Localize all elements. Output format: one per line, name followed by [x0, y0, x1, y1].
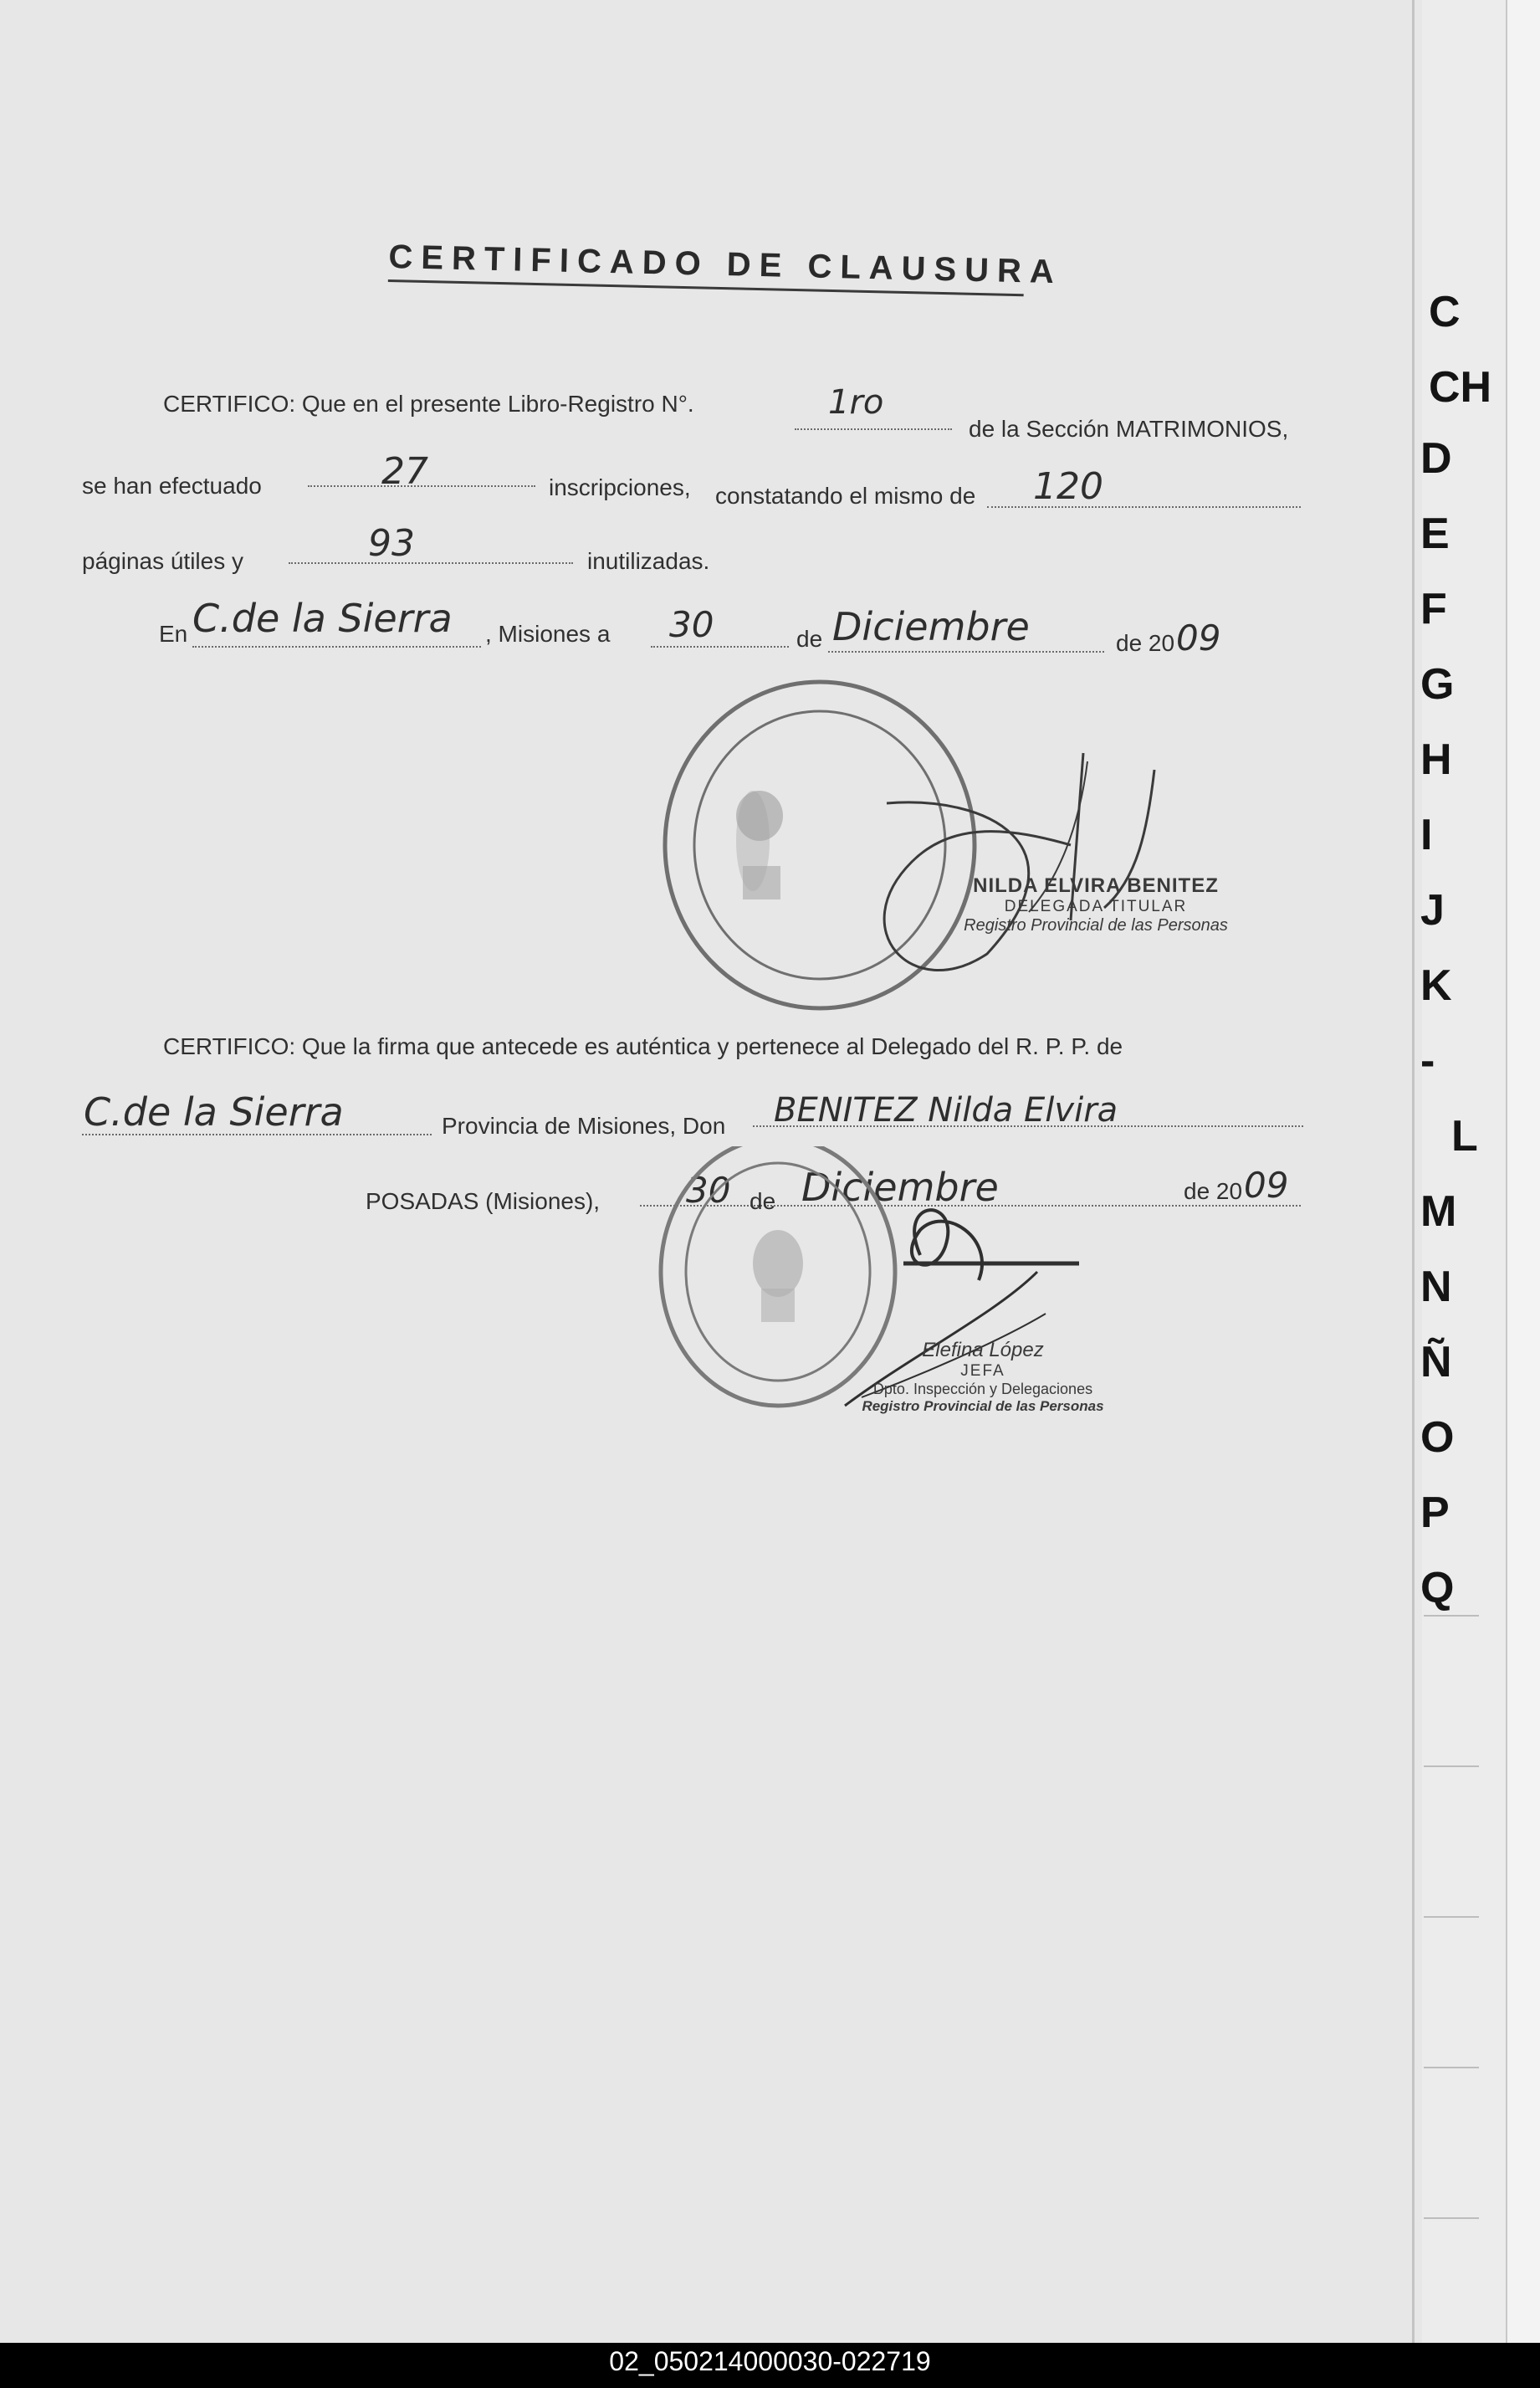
cert2-de-label: de: [750, 1188, 776, 1214]
year-label: de 20: [1116, 630, 1175, 656]
index-tab-i[interactable]: I: [1420, 811, 1433, 859]
signature-block-1: [954, 874, 1238, 935]
cert1-section: de la Sección MATRIMONIOS,: [969, 416, 1289, 442]
tab-divider: [1424, 1615, 1479, 1617]
index-tab-g[interactable]: G: [1420, 660, 1455, 709]
signature-block-2: [845, 1339, 1121, 1415]
tab-divider: [1424, 2217, 1479, 2219]
libro-num-line: [795, 428, 952, 430]
month-handwritten: Diciembre: [832, 604, 1030, 649]
paginas-total-handwritten: 120: [1033, 465, 1103, 508]
tab-divider: [1424, 2067, 1479, 2068]
index-tab-p[interactable]: P: [1420, 1489, 1450, 1537]
provincia-label: Provincia de Misiones, Don: [442, 1113, 726, 1139]
cert1-prefix: CERTIFICO: Que en el presente Libro-Registro N°.: [163, 391, 694, 417]
inutilizadas-label: inutilizadas.: [587, 548, 710, 574]
index-tab-l[interactable]: L: [1451, 1112, 1478, 1161]
misiones-label: , Misiones a: [485, 621, 611, 647]
cert2-month-handwritten: Diciembre: [801, 1165, 999, 1210]
document-title: CERTIFICADO DE CLAUSURA: [388, 238, 1025, 296]
tab-divider: [1424, 1765, 1479, 1767]
person-handwritten: BENITEZ Nilda Elvira: [774, 1091, 1118, 1130]
index-tab-m[interactable]: M: [1420, 1187, 1457, 1236]
cert2-line1: CERTIFICO: Que la firma que antecede es auténtica y pertenece al Delegado del R. P. P. de: [163, 1033, 1123, 1059]
footer-file-id: 02_050214000030-022719: [609, 2346, 931, 2376]
signature2-org: Registro Provincial de las Personas: [862, 1398, 1104, 1414]
index-tab-c[interactable]: C: [1429, 288, 1461, 336]
signature2-name: Elefina López: [922, 1339, 1044, 1361]
year-handwritten: 09: [1176, 617, 1221, 658]
inutilizadas-handwritten: 93: [368, 522, 415, 565]
inscripciones-handwritten: 27: [381, 450, 428, 493]
inutilizadas-line: [289, 562, 573, 564]
index-tab-ch[interactable]: CH: [1429, 363, 1492, 412]
index-tab-n[interactable]: N: [1420, 1263, 1452, 1311]
index-tabs-strip: [1422, 0, 1540, 2343]
paginas-label: páginas útiles y: [82, 548, 244, 574]
posadas-label: POSADAS (Misiones),: [366, 1188, 601, 1214]
index-tab-f[interactable]: F: [1420, 585, 1447, 633]
day-handwritten: 30: [669, 604, 714, 645]
official-stamp-1: [636, 678, 1221, 1029]
signature-role: DELEGADA TITULAR: [1004, 898, 1188, 915]
index-tab-enie[interactable]: Ñ: [1420, 1338, 1452, 1386]
index-tab-d[interactable]: D: [1420, 434, 1452, 483]
constatando-label: constatando el mismo de: [715, 483, 976, 509]
index-tab-h[interactable]: H: [1420, 735, 1452, 784]
signature-org: Registro Provincial de las Personas: [964, 916, 1228, 935]
cert2-year-label: de 20: [1184, 1178, 1243, 1204]
efectuado-label: se han efectuado: [82, 473, 262, 499]
index-tab-k[interactable]: K: [1420, 961, 1452, 1010]
signature-name: NILDA ELVIRA BENITEZ: [973, 874, 1219, 897]
signature2-role: JEFA: [960, 1362, 1005, 1380]
inscripciones-label: inscripciones,: [549, 474, 691, 500]
binder-fold: [1506, 0, 1540, 2343]
place-line: [192, 646, 481, 648]
index-tab-o[interactable]: O: [1420, 1413, 1455, 1462]
month-line: [828, 651, 1104, 653]
index-tab-dash[interactable]: -: [1420, 1037, 1435, 1085]
tab-divider: [1424, 1916, 1479, 1918]
cert2-day-handwritten: 30: [686, 1170, 731, 1211]
index-tab-e[interactable]: E: [1420, 510, 1450, 558]
page-edge: [1412, 0, 1415, 2343]
de-label: de: [796, 626, 823, 652]
day-line: [651, 646, 789, 648]
index-tab-q[interactable]: Q: [1420, 1564, 1455, 1612]
place-handwritten: C.de la Sierra: [192, 596, 453, 641]
cert2-place-handwritten: C.de la Sierra: [84, 1089, 344, 1135]
cert2-year-handwritten: 09: [1244, 1165, 1289, 1206]
libro-num-handwritten: 1ro: [828, 383, 884, 422]
index-tab-j[interactable]: J: [1420, 886, 1445, 935]
en-label: En: [159, 621, 188, 647]
signature2-dept: Dpto. Inspección y Delegaciones: [872, 1381, 1093, 1397]
